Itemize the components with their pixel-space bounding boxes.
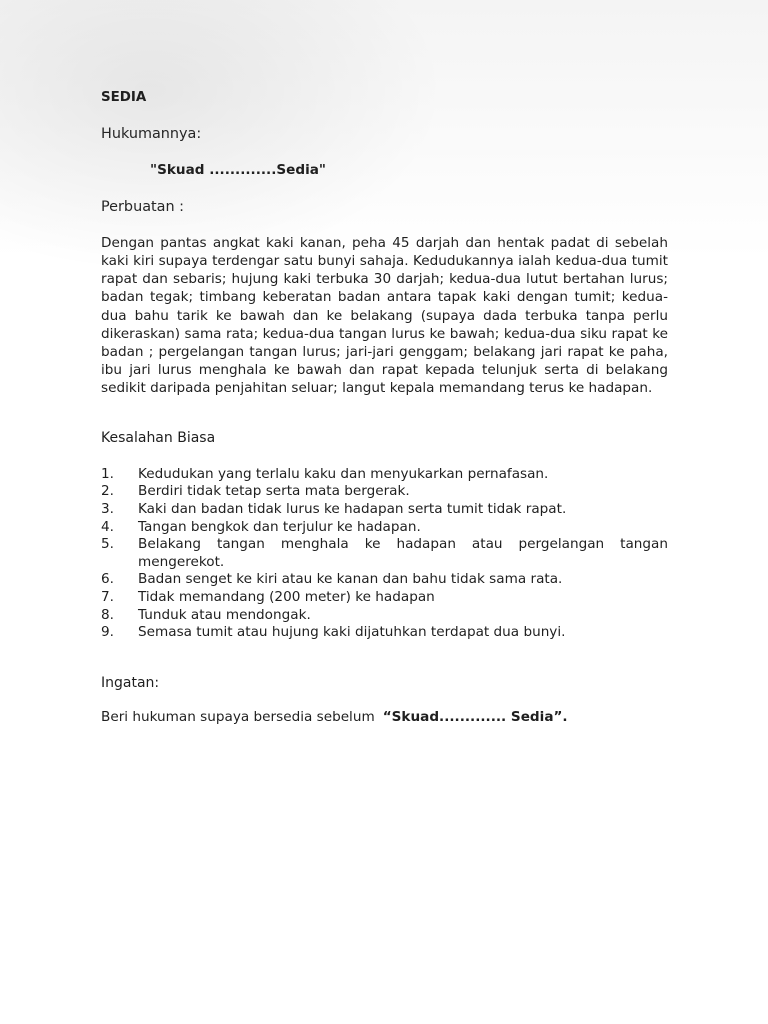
list-item-number: 2. <box>101 483 114 500</box>
list-item-number: 4. <box>101 518 114 535</box>
list-item <box>101 624 668 642</box>
list-item-text: Belakang tangan menghala ke hadapan atau pergelangan tangan mengerekot. <box>138 536 668 570</box>
list-item-number: 6. <box>101 571 114 588</box>
action-description: Dengan pantas angkat kaki kanan, peha 45 darjah dan hentak padat di sebelah kaki kiri supaya terdengar satu bunyi sahaja. Kedudukannya ialah kedua-dua tumit rapat dan sebaris; hujung kaki terbuka 30 darjah; kedua-dua lutut bertahan lurus; badan tegak; timbang keberatan badan antara tapak kaki dengan tumit; kedua-dua bahu tarik ke bawah dan ke belakang (supaya dada terbuka tanpa perlu dikeraskan) sama rata; kedua-dua tangan lurus ke bawah; kedua-dua siku rapat ke badan ; pergelangan tangan lurus; jari-jari genggam; belakang jari rapat ke paha, ibu jari lurus menghala ke bawah dan rapat kepada telunjuk serta di belakang sedikit daripada penjahitan seluar; langut kepala memandang terus ke hadapan. <box>101 234 668 397</box>
command-text: "Skuad .............Sedia" <box>150 162 327 179</box>
punishment-label: Hukumannya: <box>101 126 202 143</box>
reminder-text: Beri hukuman supaya bersedia sebelum <box>101 708 375 725</box>
errors-list <box>101 466 668 642</box>
list-item-text: Kaki dan badan tidak lurus ke hadapan serta tumit tidak rapat. <box>138 501 567 518</box>
list-item-text: Semasa tumit atau hujung kaki dijatuhkan terdapat dua bunyi. <box>138 624 566 641</box>
list-item-number: 1. <box>101 465 114 482</box>
list-item <box>101 536 668 571</box>
list-item-text: Berdiri tidak tetap serta mata bergerak. <box>138 483 410 500</box>
list-item <box>101 607 668 625</box>
reminder-command: “Skuad............. Sedia”. <box>382 708 568 725</box>
document-content <box>101 89 668 726</box>
list-item-text: Tunduk atau mendongak. <box>138 606 311 623</box>
reminder-label: Ingatan: <box>101 674 160 691</box>
list-item-text: Kedudukan yang terlalu kaku dan menyukarkan pernafasan. <box>138 465 549 482</box>
action-label: Perbuatan : <box>101 198 185 215</box>
list-item-text: Tangan bengkok dan terjulur ke hadapan. <box>138 518 421 535</box>
list-item-number: 9. <box>101 624 114 641</box>
list-item-number: 5. <box>101 536 114 553</box>
list-item-number: 7. <box>101 589 114 605</box>
list-item-text: Badan senget ke kiri atau ke kanan dan bahu tidak sama rata. <box>138 571 563 588</box>
list-item <box>101 571 668 589</box>
list-item <box>101 466 668 484</box>
list-item-number: 8. <box>101 606 114 623</box>
errors-heading: Kesalahan Biasa <box>101 429 216 446</box>
list-item <box>101 589 668 607</box>
list-item <box>101 483 668 501</box>
list-item-number: 3. <box>101 501 114 518</box>
list-item-text: Tidak memandang (200 meter) ke hadapan <box>138 589 435 605</box>
list-item <box>101 501 668 519</box>
reminder-line <box>101 708 668 726</box>
doc-title: SEDIA <box>101 90 147 105</box>
list-item <box>101 519 668 537</box>
